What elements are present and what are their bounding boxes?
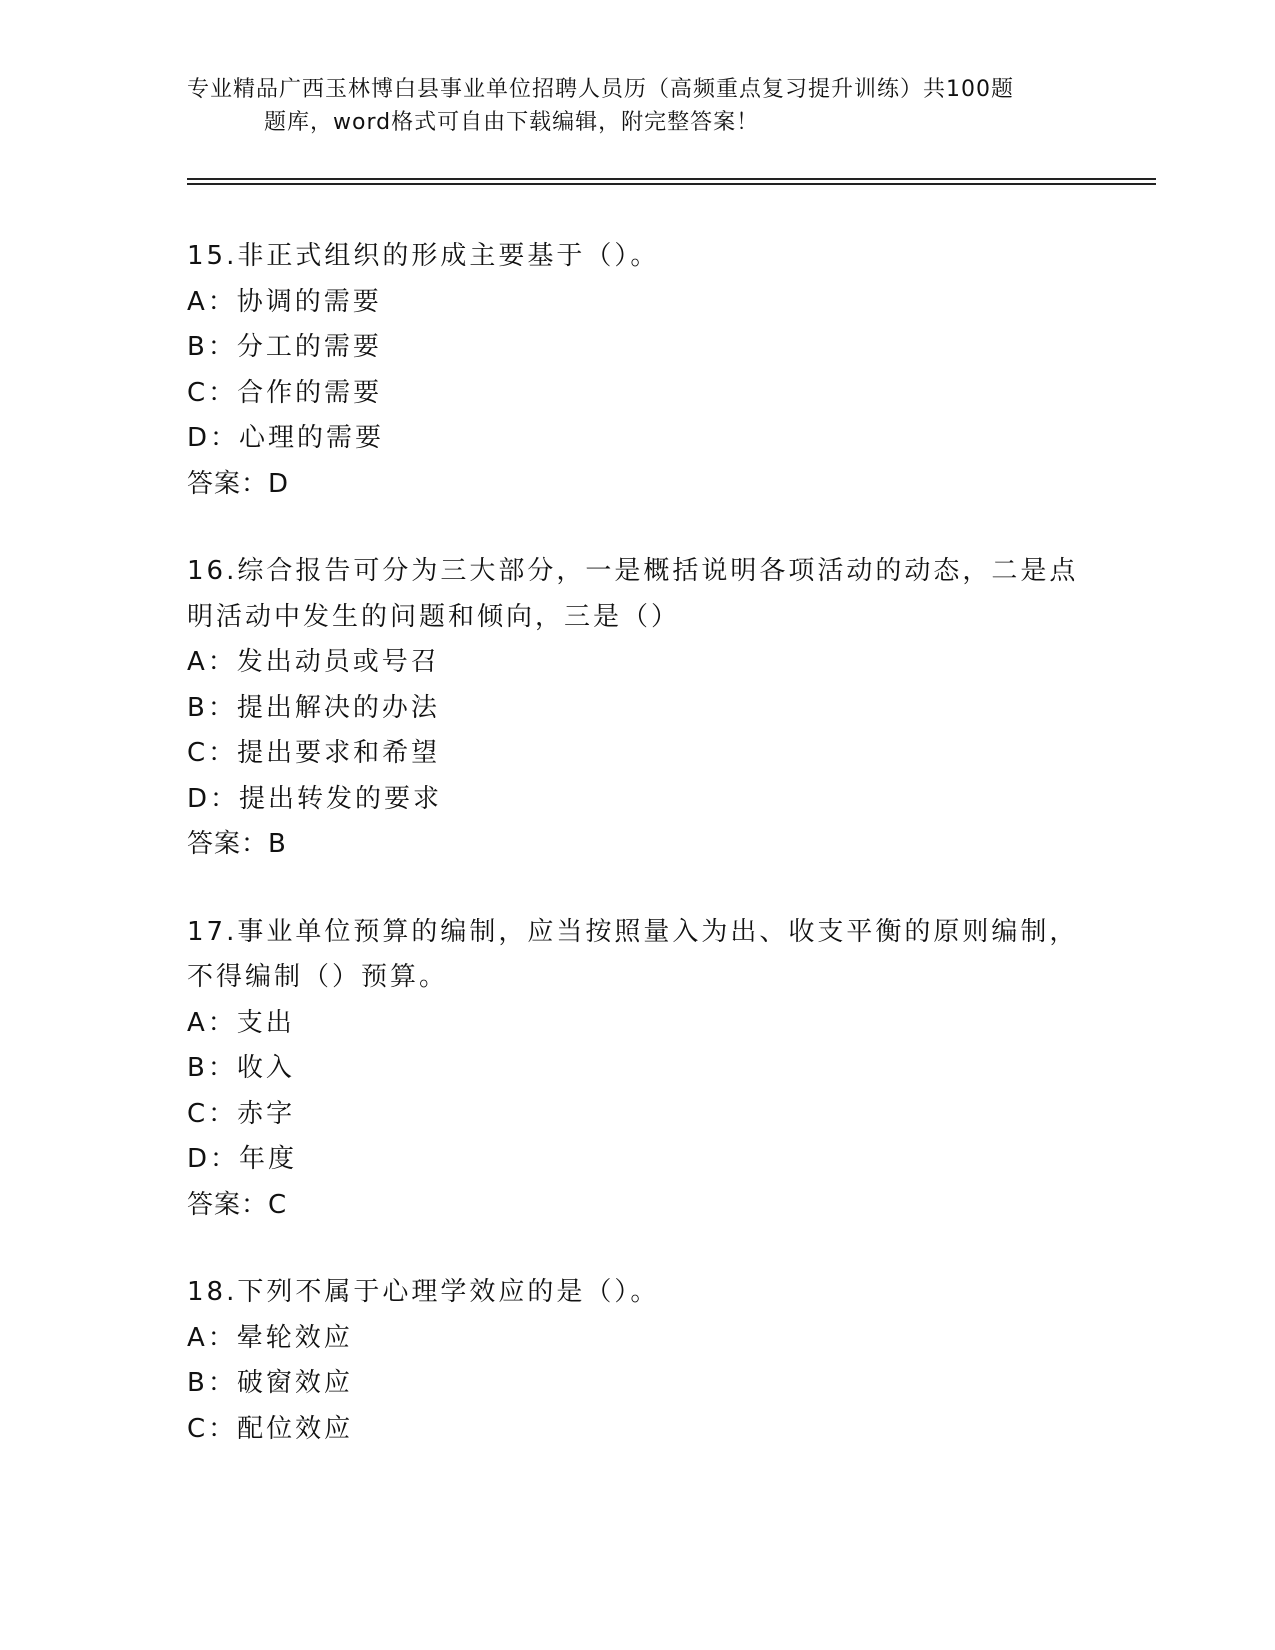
question-16 bbox=[187, 549, 1087, 868]
question-stem: 17.事业单位预算的编制，应当按照量入为出、收支平衡的原则编制， bbox=[187, 916, 1079, 947]
option-b: B：分工的需要 bbox=[187, 332, 382, 362]
option-a: A：发出动员或号召 bbox=[187, 647, 440, 677]
question-17 bbox=[187, 910, 1087, 1229]
answer-label: 答案：B bbox=[187, 829, 287, 859]
option-d: D：年度 bbox=[187, 1144, 298, 1174]
question-stem: 15.非正式组织的形成主要基于（）。 bbox=[187, 241, 660, 271]
option-b: B：收入 bbox=[187, 1053, 295, 1083]
option-a: A：支出 bbox=[187, 1007, 295, 1038]
answer-label: 答案：C bbox=[187, 1189, 288, 1220]
option-c: C：赤字 bbox=[187, 1098, 296, 1129]
question-stem-continued: 不得编制（）预算。 bbox=[187, 962, 449, 992]
option-c: C：提出要求和希望 bbox=[187, 738, 441, 768]
option-b: B：破窗效应 bbox=[187, 1368, 353, 1398]
option-c: C：合作的需要 bbox=[187, 377, 383, 408]
option-a: A：晕轮效应 bbox=[187, 1322, 353, 1353]
option-d: D：提出转发的要求 bbox=[187, 783, 443, 814]
question-stem: 18.下列不属于心理学效应的是（）。 bbox=[187, 1277, 660, 1307]
header-title-line-2: 题库，word格式可自由下载编辑，附完整答案！ bbox=[264, 110, 760, 135]
document-header bbox=[187, 73, 1087, 139]
header-divider-top bbox=[187, 178, 1156, 180]
option-d: D：心理的需要 bbox=[187, 423, 385, 453]
question-15 bbox=[187, 234, 1087, 507]
header-divider-bottom bbox=[187, 183, 1156, 185]
question-stem: 16.综合报告可分为三大部分，一是概括说明各项活动的动态，二是点 bbox=[187, 556, 1079, 586]
answer-label: 答案：D bbox=[187, 468, 290, 499]
question-18 bbox=[187, 1270, 1087, 1452]
question-stem-continued: 明活动中发生的问题和倾向，三是（） bbox=[187, 601, 681, 632]
header-title-line-1: 专业精品广西玉林博白县事业单位招聘人员历（高频重点复习提升训练）共100题 bbox=[187, 77, 1014, 102]
option-a: A：协调的需要 bbox=[187, 286, 382, 317]
question-list bbox=[187, 234, 1087, 1494]
option-c: C：配位效应 bbox=[187, 1413, 354, 1444]
option-b: B：提出解决的办法 bbox=[187, 692, 440, 723]
